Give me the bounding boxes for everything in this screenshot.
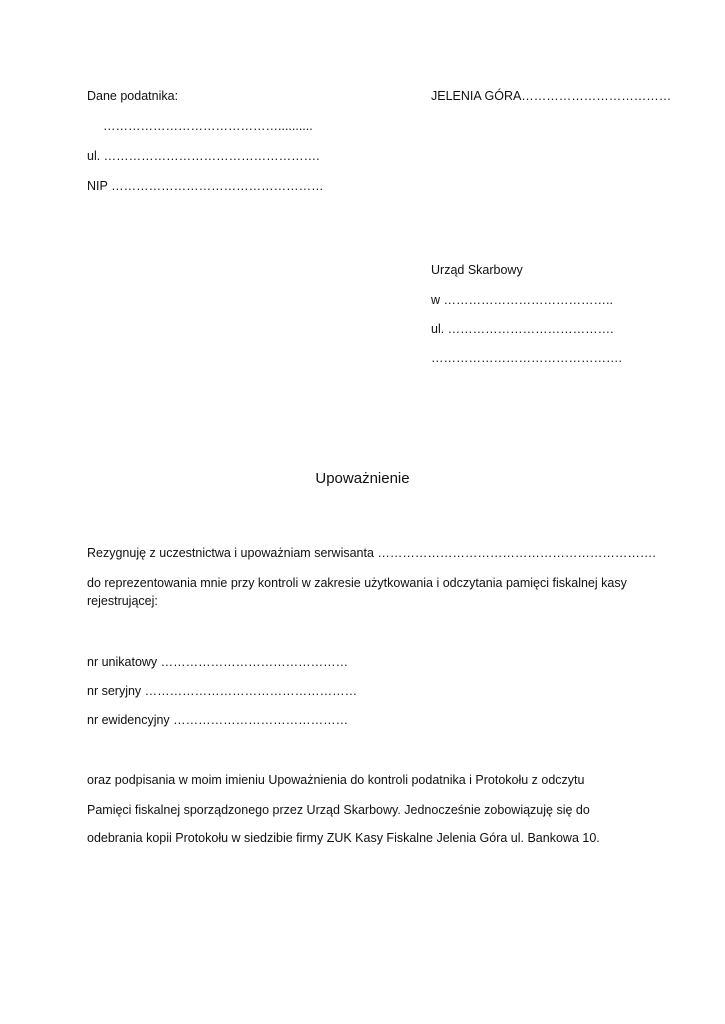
tax-office-title: Urząd Skarbowy: [431, 263, 523, 277]
register-unique-line: nr unikatowy ………………………………………: [87, 655, 349, 669]
document-title: Upoważnienie: [315, 470, 410, 487]
taxpayer-name-line: ……………………………………..........: [103, 119, 313, 133]
closing-line-1: oraz podpisania w moim imieniu Upoważnienia do kontroli podatnika i Protokołu z odczytu: [87, 773, 585, 787]
tax-office-street-line: ul. ………………………………….: [431, 322, 614, 336]
closing-line-3: odebrania kopii Protokołu w siedzibie firmy ZUK Kasy Fiskalne Jelenia Góra ul. Bankowa 10.: [87, 831, 600, 845]
tax-office-extra-line: ……………………………………….: [431, 351, 622, 365]
tax-office-city-line: w …………………………………..: [431, 293, 613, 307]
closing-line-2: Pamięci fiskalnej sporządzonego przez Urząd Skarbowy. Jednocześnie zobowiązuję się do: [87, 803, 590, 817]
taxpayer-nip-line: NIP ……………………………………………: [87, 179, 324, 193]
resign-line: Rezygnuję z uczestnictwa i upoważniam serwisanta ………………………………………………………….: [87, 546, 656, 560]
represent-paragraph: do reprezentowania mnie przy kontroli w zakresie użytkowania i odczytania pamięci fiskalnej kasy rejestrującej:: [87, 576, 627, 608]
taxpayer-label: Dane podatnika:: [87, 89, 179, 103]
taxpayer-street-line: ul. …………………………………………….: [87, 149, 320, 163]
place-date-line: JELENIA GÓRA………………………………: [431, 89, 672, 103]
register-serial-line: nr seryjny ……………………………………………: [87, 684, 358, 698]
register-evidence-line: nr ewidencyjny ……………………………………: [87, 713, 349, 727]
